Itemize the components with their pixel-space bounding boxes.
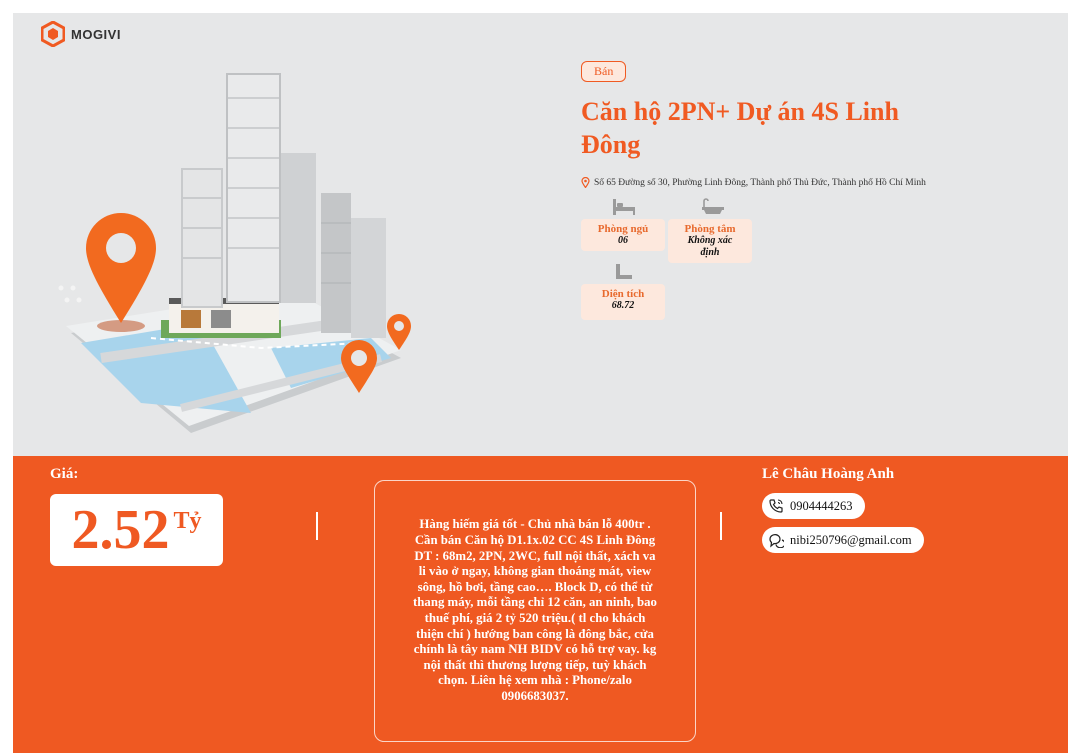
bedrooms-label: Phòng ngủ [597,223,649,235]
brand-name: MOGIVI [71,26,121,42]
listing-title: Căn hộ 2PN+ Dự án 4S Linh Đông [581,97,899,159]
feature-bedrooms [581,219,665,251]
email-address: nibi250796@gmail.com [790,532,912,547]
property-header [13,13,1068,456]
divider [720,512,722,540]
bed-icon [611,198,637,216]
description-box [374,480,696,742]
phone-number: 0904444263 [790,498,853,513]
area-icon [611,263,637,281]
price-label: Giá: [50,466,79,482]
listing-type-badge: Bán [581,61,626,82]
bathrooms-label: Phòng tắm [684,223,736,235]
price-box [50,494,223,566]
bathtub-icon [700,198,726,216]
divider [316,512,318,540]
price-value: 2.52 [71,499,170,561]
listing-address [581,177,926,188]
description-text: Hàng hiếm giá tốt - Chủ nhà bán lỗ 400tr . Cần bán Căn hộ D1.1x.02 CC 4S Linh Đông DT : 68m2, 2PN, 2WC, full nội thất, xách va li vào ở ngay, không gian thoáng mát, view sông, hồ bơi, tầng cao…. Block D, có thể từ thang máy, mỗi tầng chỉ 12 căn, an ninh, bao thuế phí, giá 2 tỷ 520 triệu.( tl cho khách thiện chí ) hướng ban công là đông bắc, cửa chính là tây nam NH BIDV có hỗ trợ vay. kg nội thất thì thương lượng tiếp, tuỳ khách chọn. Liên hệ xem nhà : Phone/zalo 0906683037. [413,517,657,703]
address-text: Số 65 Đường số 30, Phường Linh Đông, Thành phố Thủ Đức, Thành phố Hồ Chí Minh [594,177,926,188]
chat-icon [768,532,784,548]
email-contact[interactable] [762,527,924,553]
area-value: 68.72 [611,300,635,311]
bathrooms-value: Không xác định [687,235,733,258]
feature-bathrooms [668,219,752,263]
phone-contact[interactable] [762,493,865,519]
listing-details [13,456,1068,753]
area-label: Diện tích [601,288,645,300]
location-pin-icon [581,177,590,188]
logo-mark-icon [41,21,65,47]
agent-name: Lê Châu Hoàng Anh [762,466,895,482]
price-unit: Tỷ [173,507,202,534]
phone-icon [768,498,784,514]
brand-logo[interactable] [41,21,121,47]
city-map-illustration [41,58,411,448]
feature-area [581,284,665,320]
bedrooms-value: 06 [618,235,628,246]
